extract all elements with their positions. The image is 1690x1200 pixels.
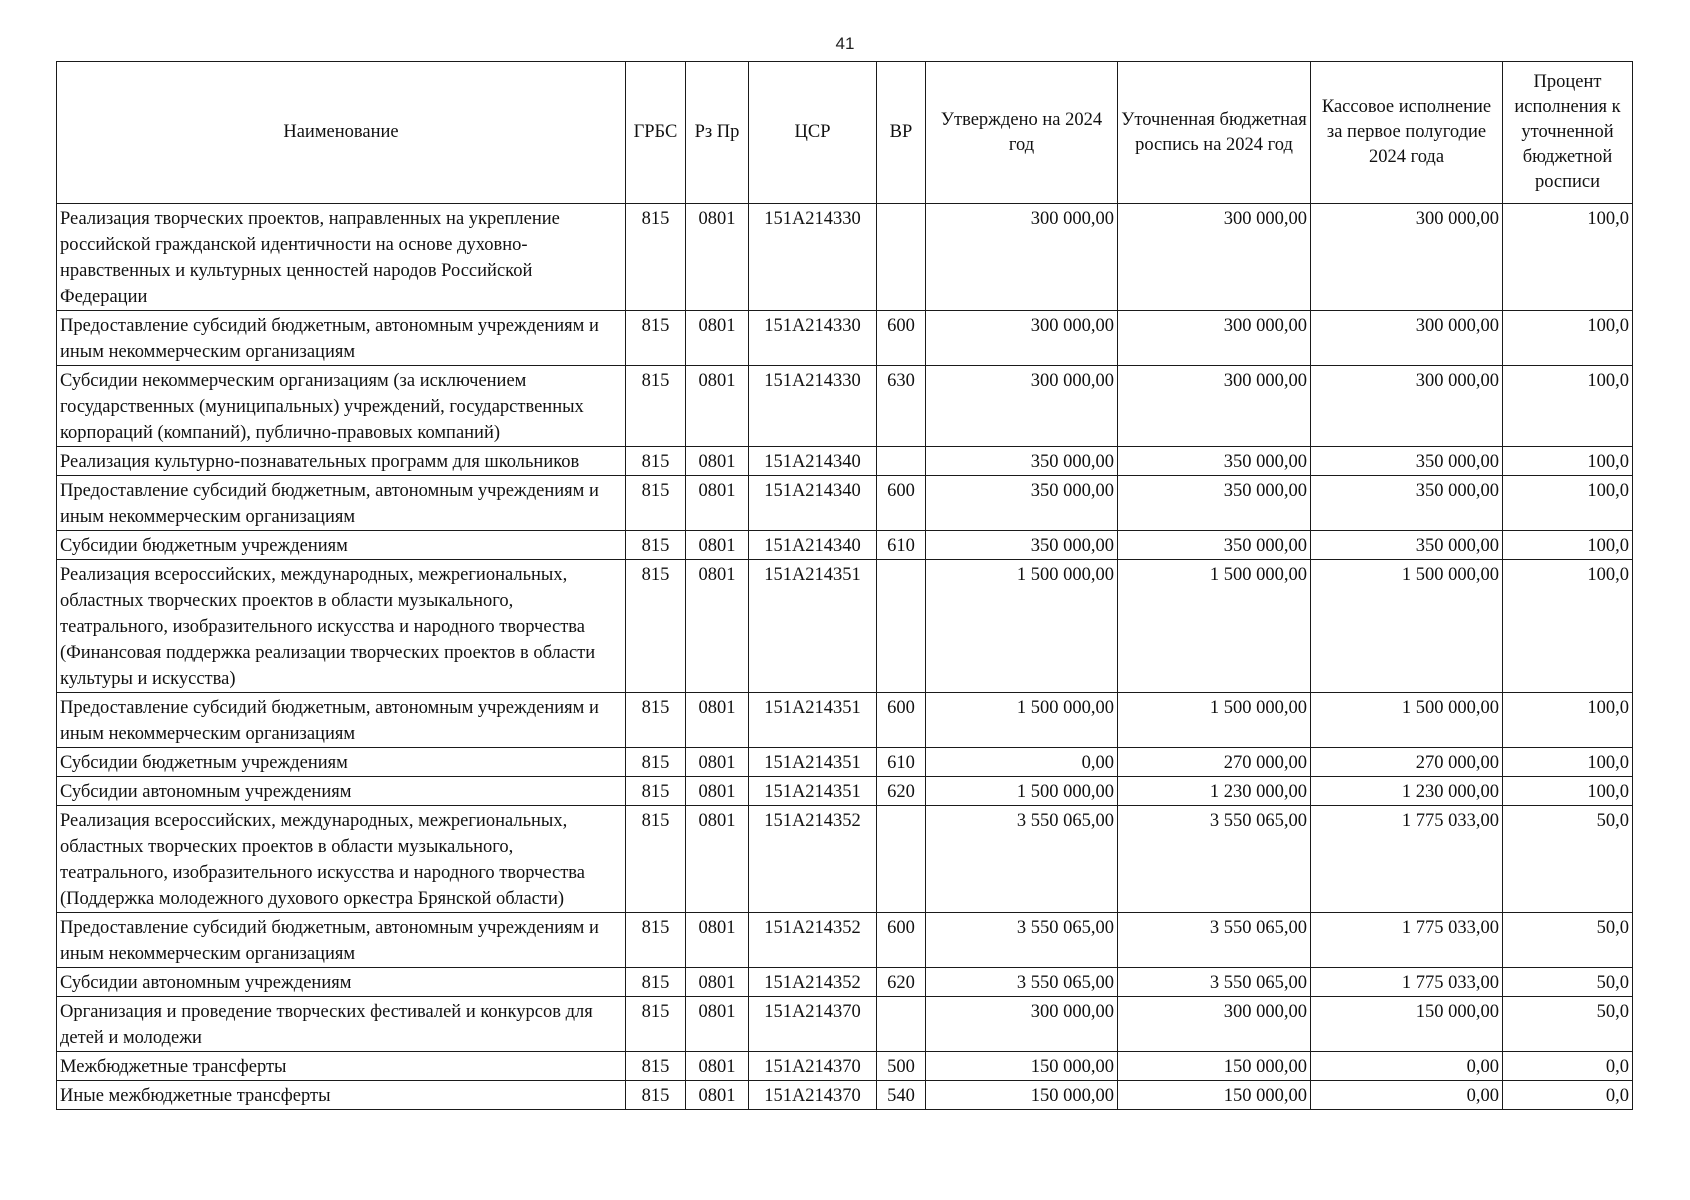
cell-cash: 350 000,00 (1311, 531, 1503, 560)
cell-cash: 1 775 033,00 (1311, 913, 1503, 968)
cell-percent: 100,0 (1503, 366, 1633, 447)
cell-rzpr: 0801 (686, 311, 749, 366)
cell-percent: 0,0 (1503, 1081, 1633, 1110)
cell-refined: 1 230 000,00 (1118, 777, 1311, 806)
cell-vr: 540 (877, 1081, 926, 1110)
cell-rzpr: 0801 (686, 748, 749, 777)
cell-csr: 151A214340 (749, 447, 877, 476)
cell-rzpr: 0801 (686, 204, 749, 311)
cell-name: Предоставление субсидий бюджетным, автономным учреждениям и иным некоммерческим организациям (57, 476, 626, 531)
page-number: 41 (835, 34, 855, 53)
cell-name: Реализация всероссийских, международных, межрегиональных, областных творческих проектов в области музыкального, театрального, изобразительного искусства и народного творчества (Финансовая поддержка реализации творческих проектов в области культуры и искусства) (57, 560, 626, 693)
cell-csr: 151A214370 (749, 1052, 877, 1081)
cell-refined: 350 000,00 (1118, 476, 1311, 531)
cell-grbs: 815 (626, 777, 686, 806)
cell-vr: 620 (877, 777, 926, 806)
cell-approved: 1 500 000,00 (926, 693, 1118, 748)
cell-name: Субсидии автономным учреждениям (57, 968, 626, 997)
table-row (57, 560, 1633, 693)
table-row (57, 447, 1633, 476)
header-vr: ВР (877, 62, 926, 204)
cell-vr (877, 806, 926, 913)
cell-vr: 630 (877, 366, 926, 447)
cell-approved: 300 000,00 (926, 997, 1118, 1052)
cell-percent: 0,0 (1503, 1052, 1633, 1081)
table-row (57, 204, 1633, 311)
cell-csr: 151A214352 (749, 913, 877, 968)
cell-rzpr: 0801 (686, 968, 749, 997)
cell-percent: 100,0 (1503, 777, 1633, 806)
cell-vr: 610 (877, 531, 926, 560)
cell-cash: 1 230 000,00 (1311, 777, 1503, 806)
cell-grbs: 815 (626, 1052, 686, 1081)
cell-grbs: 815 (626, 531, 686, 560)
cell-csr: 151A214352 (749, 968, 877, 997)
cell-name: Предоставление субсидий бюджетным, автономным учреждениям и иным некоммерческим организациям (57, 913, 626, 968)
cell-vr: 600 (877, 693, 926, 748)
table-header-row (57, 62, 1633, 204)
cell-csr: 151A214351 (749, 777, 877, 806)
cell-csr: 151A214370 (749, 1081, 877, 1110)
cell-cash: 1 775 033,00 (1311, 806, 1503, 913)
cell-cash: 150 000,00 (1311, 997, 1503, 1052)
cell-refined: 150 000,00 (1118, 1052, 1311, 1081)
cell-grbs: 815 (626, 311, 686, 366)
cell-approved: 1 500 000,00 (926, 560, 1118, 693)
cell-cash: 350 000,00 (1311, 476, 1503, 531)
table-row (57, 311, 1633, 366)
cell-approved: 3 550 065,00 (926, 913, 1118, 968)
cell-cash: 300 000,00 (1311, 311, 1503, 366)
cell-name: Реализация творческих проектов, направленных на укрепление российской гражданской идентичности на основе духовно-нравственных и культурных ценностей народов Российской Федерации (57, 204, 626, 311)
cell-cash: 1 500 000,00 (1311, 693, 1503, 748)
cell-grbs: 815 (626, 748, 686, 777)
cell-percent: 100,0 (1503, 447, 1633, 476)
cell-approved: 350 000,00 (926, 447, 1118, 476)
cell-csr: 151A214340 (749, 476, 877, 531)
cell-cash: 350 000,00 (1311, 447, 1503, 476)
cell-csr: 151A214330 (749, 311, 877, 366)
cell-vr: 500 (877, 1052, 926, 1081)
cell-cash: 1 775 033,00 (1311, 968, 1503, 997)
cell-percent: 100,0 (1503, 204, 1633, 311)
cell-name: Субсидии бюджетным учреждениям (57, 748, 626, 777)
cell-approved: 3 550 065,00 (926, 968, 1118, 997)
cell-cash: 300 000,00 (1311, 366, 1503, 447)
cell-name: Организация и проведение творческих фестивалей и конкурсов для детей и молодежи (57, 997, 626, 1052)
cell-refined: 3 550 065,00 (1118, 806, 1311, 913)
cell-percent: 100,0 (1503, 476, 1633, 531)
cell-grbs: 815 (626, 913, 686, 968)
table-row (57, 476, 1633, 531)
cell-grbs: 815 (626, 693, 686, 748)
cell-refined: 1 500 000,00 (1118, 693, 1311, 748)
cell-vr: 620 (877, 968, 926, 997)
cell-percent: 100,0 (1503, 748, 1633, 777)
cell-refined: 300 000,00 (1118, 997, 1311, 1052)
cell-approved: 350 000,00 (926, 531, 1118, 560)
cell-approved: 300 000,00 (926, 204, 1118, 311)
header-name: Наименование (57, 62, 626, 204)
cell-refined: 350 000,00 (1118, 531, 1311, 560)
cell-refined: 1 500 000,00 (1118, 560, 1311, 693)
cell-csr: 151A214330 (749, 366, 877, 447)
cell-csr: 151A214370 (749, 997, 877, 1052)
cell-cash: 0,00 (1311, 1052, 1503, 1081)
header-csr: ЦСР (749, 62, 877, 204)
cell-percent: 50,0 (1503, 997, 1633, 1052)
table-row (57, 693, 1633, 748)
cell-grbs: 815 (626, 806, 686, 913)
cell-rzpr: 0801 (686, 447, 749, 476)
cell-csr: 151A214351 (749, 748, 877, 777)
cell-refined: 270 000,00 (1118, 748, 1311, 777)
cell-grbs: 815 (626, 204, 686, 311)
header-cash: Кассовое исполнение за первое полугодие 2024 года (1311, 62, 1503, 204)
cell-name: Субсидии бюджетным учреждениям (57, 531, 626, 560)
cell-name: Реализация всероссийских, международных, межрегиональных, областных творческих проектов в области музыкального, театрального, изобразительного искусства и народного творчества (Поддержка молодежного духового оркестра Брянской области) (57, 806, 626, 913)
table-row (57, 748, 1633, 777)
cell-approved: 0,00 (926, 748, 1118, 777)
table-row (57, 806, 1633, 913)
cell-csr: 151A214351 (749, 560, 877, 693)
cell-refined: 3 550 065,00 (1118, 968, 1311, 997)
cell-cash: 1 500 000,00 (1311, 560, 1503, 693)
cell-rzpr: 0801 (686, 560, 749, 693)
cell-rzpr: 0801 (686, 1052, 749, 1081)
cell-rzpr: 0801 (686, 997, 749, 1052)
cell-grbs: 815 (626, 997, 686, 1052)
cell-rzpr: 0801 (686, 1081, 749, 1110)
cell-grbs: 815 (626, 366, 686, 447)
cell-refined: 300 000,00 (1118, 366, 1311, 447)
cell-vr: 600 (877, 913, 926, 968)
cell-csr: 151A214340 (749, 531, 877, 560)
cell-refined: 300 000,00 (1118, 311, 1311, 366)
cell-csr: 151A214352 (749, 806, 877, 913)
cell-approved: 300 000,00 (926, 366, 1118, 447)
cell-grbs: 815 (626, 1081, 686, 1110)
cell-cash: 0,00 (1311, 1081, 1503, 1110)
cell-approved: 300 000,00 (926, 311, 1118, 366)
cell-name: Субсидии некоммерческим организациям (за исключением государственных (муниципальных) учреждений, государственных корпораций (компаний), публично-правовых компаний) (57, 366, 626, 447)
cell-percent: 100,0 (1503, 560, 1633, 693)
cell-name: Реализация культурно-познавательных программ для школьников (57, 447, 626, 476)
cell-rzpr: 0801 (686, 913, 749, 968)
cell-percent: 50,0 (1503, 968, 1633, 997)
cell-approved: 1 500 000,00 (926, 777, 1118, 806)
cell-approved: 150 000,00 (926, 1052, 1118, 1081)
cell-rzpr: 0801 (686, 777, 749, 806)
table-row (57, 1052, 1633, 1081)
cell-vr (877, 447, 926, 476)
cell-percent: 50,0 (1503, 806, 1633, 913)
cell-vr (877, 204, 926, 311)
table-row (57, 1081, 1633, 1110)
table-row (57, 366, 1633, 447)
cell-vr: 600 (877, 311, 926, 366)
cell-name: Иные межбюджетные трансферты (57, 1081, 626, 1110)
cell-grbs: 815 (626, 560, 686, 693)
cell-vr: 600 (877, 476, 926, 531)
header-refined: Уточненная бюджетная роспись на 2024 год (1118, 62, 1311, 204)
cell-name: Предоставление субсидий бюджетным, автономным учреждениям и иным некоммерческим организациям (57, 311, 626, 366)
cell-grbs: 815 (626, 968, 686, 997)
table-row (57, 777, 1633, 806)
cell-percent: 100,0 (1503, 531, 1633, 560)
cell-csr: 151A214330 (749, 204, 877, 311)
header-rzpr: Рз Пр (686, 62, 749, 204)
cell-percent: 100,0 (1503, 311, 1633, 366)
header-grbs: ГРБС (626, 62, 686, 204)
cell-name: Межбюджетные трансферты (57, 1052, 626, 1081)
cell-rzpr: 0801 (686, 531, 749, 560)
cell-vr (877, 997, 926, 1052)
cell-cash: 300 000,00 (1311, 204, 1503, 311)
cell-vr: 610 (877, 748, 926, 777)
cell-grbs: 815 (626, 476, 686, 531)
budget-table (56, 61, 1633, 1110)
cell-refined: 300 000,00 (1118, 204, 1311, 311)
cell-name: Субсидии автономным учреждениям (57, 777, 626, 806)
cell-rzpr: 0801 (686, 366, 749, 447)
table-row (57, 913, 1633, 968)
cell-approved: 350 000,00 (926, 476, 1118, 531)
cell-approved: 150 000,00 (926, 1081, 1118, 1110)
cell-refined: 350 000,00 (1118, 447, 1311, 476)
header-percent: Процент исполнения к уточненной бюджетной росписи (1503, 62, 1633, 204)
cell-rzpr: 0801 (686, 476, 749, 531)
cell-approved: 3 550 065,00 (926, 806, 1118, 913)
cell-percent: 100,0 (1503, 693, 1633, 748)
table-row (57, 968, 1633, 997)
header-approved: Утверждено на 2024 год (926, 62, 1118, 204)
cell-name: Предоставление субсидий бюджетным, автономным учреждениям и иным некоммерческим организациям (57, 693, 626, 748)
cell-rzpr: 0801 (686, 693, 749, 748)
cell-rzpr: 0801 (686, 806, 749, 913)
table-row (57, 531, 1633, 560)
cell-refined: 3 550 065,00 (1118, 913, 1311, 968)
cell-grbs: 815 (626, 447, 686, 476)
cell-percent: 50,0 (1503, 913, 1633, 968)
cell-vr (877, 560, 926, 693)
cell-csr: 151A214351 (749, 693, 877, 748)
cell-cash: 270 000,00 (1311, 748, 1503, 777)
cell-refined: 150 000,00 (1118, 1081, 1311, 1110)
table-row (57, 997, 1633, 1052)
